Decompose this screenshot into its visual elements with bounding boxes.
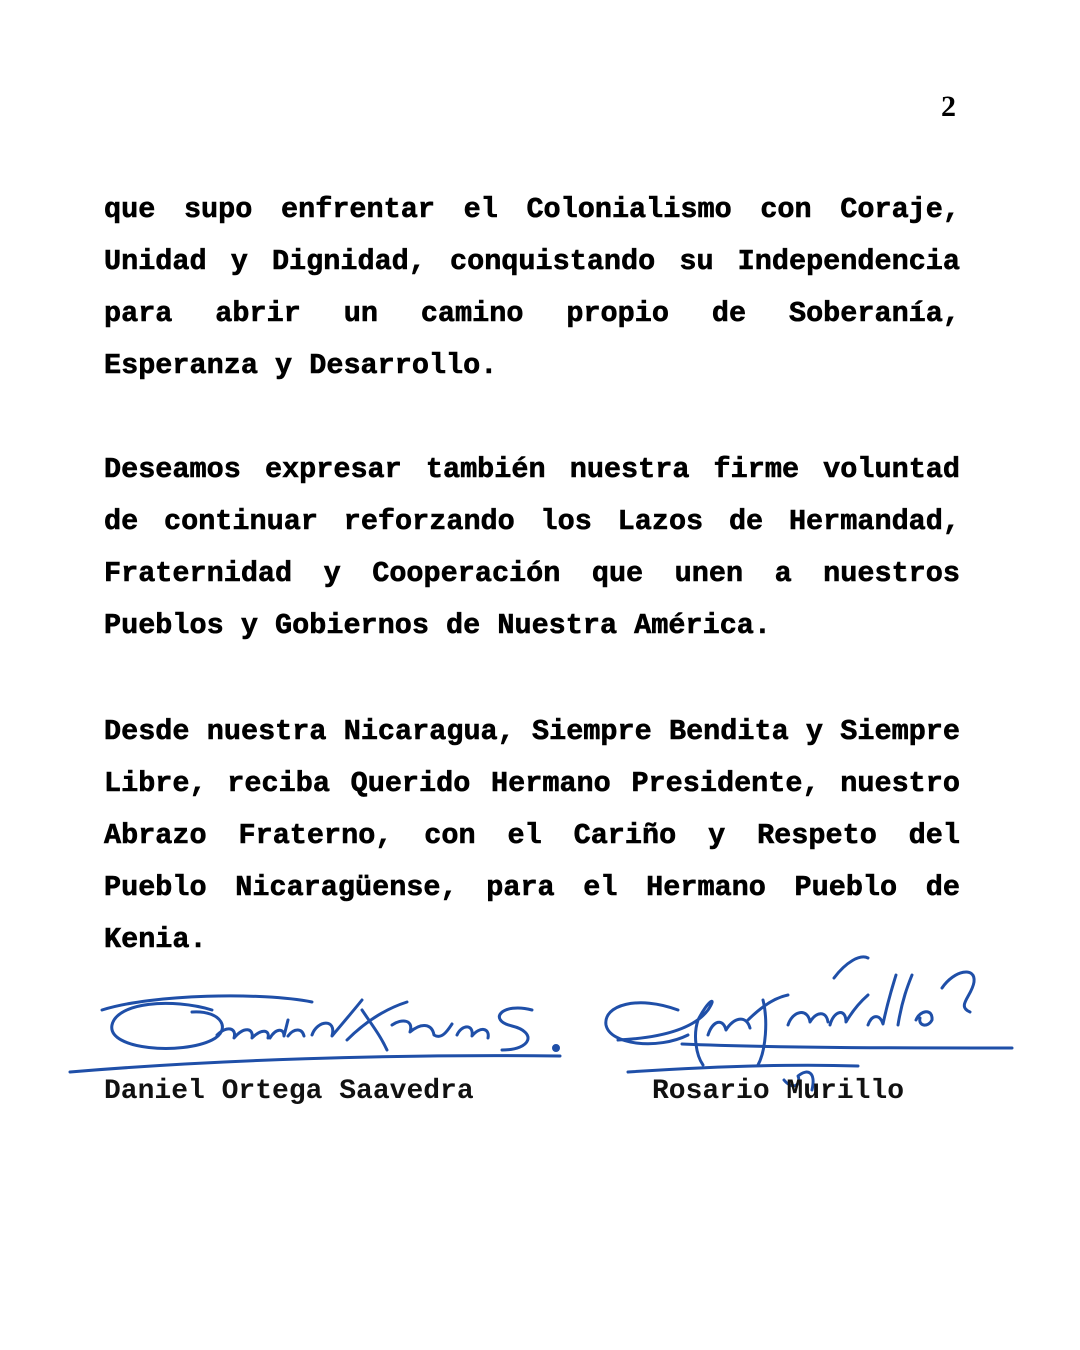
signatory-name-right: Rosario Murillo xyxy=(652,1076,905,1107)
body-paragraph-3: Desde nuestra Nicaragua, Siempre Bendita y Siempre Libre, reciba Querido Hermano Presidente, nuestro Abrazo Fraterno, con el Cariño y Respeto del Pueblo Nicaragüense, para el Hermano Pueblo de Kenia. xyxy=(104,715,960,956)
signature-daniel-ortega xyxy=(62,980,572,1080)
body-paragraph-2: Deseamos expresar también nuestra firme voluntad de continuar reforzando los Lazos de Hermandad, Fraternidad y Cooperación que unen a nuestros Pueblos y Gobiernos de Nuestra América. xyxy=(104,453,960,642)
signatory-name-left: Daniel Ortega Saavedra xyxy=(104,1076,474,1107)
body-paragraph-1: que supo enfrentar el Colonialismo con Coraje, Unidad y Dignidad, conquistando su Independencia para abrir un camino propio de Soberanía, Esperanza y Desarrollo. xyxy=(104,193,960,382)
page-number: 2 xyxy=(941,90,956,123)
